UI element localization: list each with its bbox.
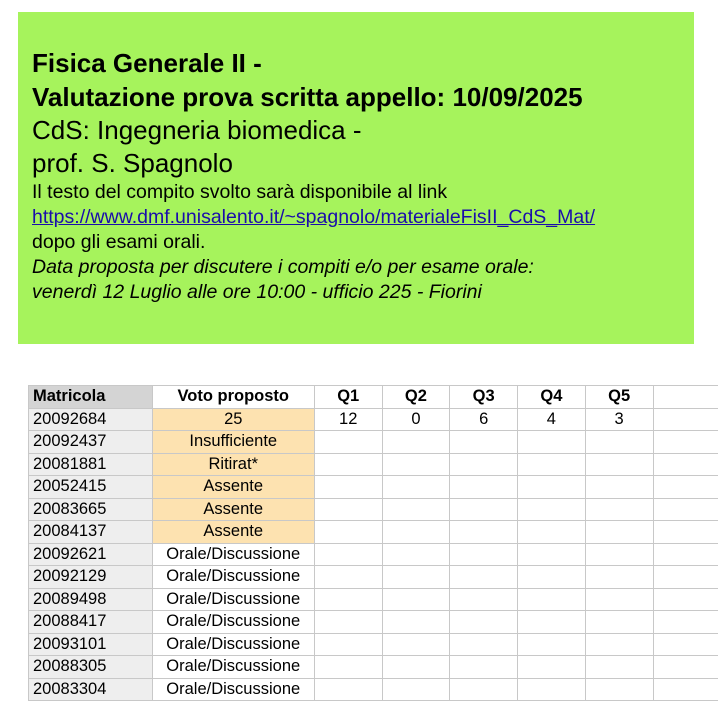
voto-cell[interactable]: Assente [152, 498, 314, 521]
voto-cell[interactable]: Orale/Discussione [152, 566, 314, 589]
grades-table [28, 385, 718, 701]
extra-cell[interactable] [653, 498, 718, 521]
matricola-cell[interactable]: 20083304 [29, 678, 153, 701]
table-row [29, 521, 718, 544]
q2-cell[interactable] [382, 588, 450, 611]
table-body [29, 408, 718, 701]
q2-cell[interactable] [382, 611, 450, 634]
table-row [29, 498, 718, 521]
table-row [29, 543, 718, 566]
extra-cell[interactable] [653, 543, 718, 566]
matricola-cell[interactable]: 20092129 [29, 566, 153, 589]
q4-cell[interactable] [518, 633, 586, 656]
q2-cell[interactable] [382, 633, 450, 656]
matricola-cell[interactable]: 20083665 [29, 498, 153, 521]
q5-cell[interactable] [585, 543, 653, 566]
voto-cell[interactable]: Ritirat* [152, 453, 314, 476]
table-row [29, 408, 718, 431]
column-header-voto[interactable]: Voto proposto [152, 386, 314, 409]
q2-cell[interactable] [382, 453, 450, 476]
q4-cell[interactable] [518, 543, 586, 566]
table-row [29, 453, 718, 476]
q5-cell[interactable] [585, 611, 653, 634]
q5-cell[interactable] [585, 588, 653, 611]
q3-cell[interactable] [450, 611, 518, 634]
extra-cell[interactable] [653, 588, 718, 611]
q2-cell[interactable] [382, 566, 450, 589]
extra-cell[interactable] [653, 633, 718, 656]
q1-cell[interactable] [314, 543, 382, 566]
q1-cell[interactable]: 12 [314, 408, 382, 431]
q4-cell[interactable] [518, 521, 586, 544]
table-row [29, 588, 718, 611]
table-row [29, 566, 718, 589]
q4-cell[interactable]: 4 [518, 408, 586, 431]
voto-cell[interactable]: Orale/Discussione [152, 611, 314, 634]
table-row [29, 476, 718, 499]
q2-cell[interactable] [382, 521, 450, 544]
voto-cell[interactable]: Insufficiente [152, 431, 314, 454]
q5-cell[interactable] [585, 498, 653, 521]
q5-cell[interactable] [585, 431, 653, 454]
q1-cell[interactable] [314, 453, 382, 476]
q2-cell[interactable] [382, 498, 450, 521]
q1-cell[interactable] [314, 656, 382, 679]
q4-cell[interactable] [518, 656, 586, 679]
q1-cell[interactable] [314, 633, 382, 656]
q5-cell[interactable] [585, 566, 653, 589]
q5-cell[interactable] [585, 656, 653, 679]
q3-cell[interactable] [450, 453, 518, 476]
voto-cell[interactable]: Orale/Discussione [152, 678, 314, 701]
column-header-q3[interactable]: Q3 [450, 386, 518, 409]
column-header-extra[interactable] [653, 386, 718, 409]
q5-cell[interactable] [585, 633, 653, 656]
table-row [29, 656, 718, 679]
q1-cell[interactable] [314, 678, 382, 701]
matricola-cell[interactable]: 20092437 [29, 431, 153, 454]
availability-text: Il testo del compito svolto sarà disponibile al link [32, 181, 448, 203]
q1-cell[interactable] [314, 431, 382, 454]
material-link[interactable]: https://www.dmf.unisalento.it/~spagnolo/materialeFisII_CdS_Mat/ [32, 206, 596, 228]
matricola-cell[interactable]: 20052415 [29, 476, 153, 499]
matricola-cell[interactable]: 20092684 [29, 408, 153, 431]
q2-cell[interactable] [382, 543, 450, 566]
q2-cell[interactable] [382, 431, 450, 454]
column-header-q5[interactable]: Q5 [585, 386, 653, 409]
q2-cell[interactable] [382, 678, 450, 701]
matricola-cell[interactable]: 20089498 [29, 588, 153, 611]
table-row [29, 611, 718, 634]
q5-cell[interactable] [585, 476, 653, 499]
table-row [29, 633, 718, 656]
header-box [18, 12, 694, 344]
q5-cell[interactable] [585, 453, 653, 476]
voto-cell[interactable]: Assente [152, 521, 314, 544]
q3-cell[interactable] [450, 656, 518, 679]
column-header-q4[interactable]: Q4 [518, 386, 586, 409]
q3-cell[interactable] [450, 476, 518, 499]
voto-cell[interactable]: Assente [152, 476, 314, 499]
extra-cell[interactable] [653, 453, 718, 476]
matricola-cell[interactable]: 20092621 [29, 543, 153, 566]
voto-cell[interactable]: Orale/Discussione [152, 633, 314, 656]
q3-cell[interactable] [450, 633, 518, 656]
matricola-cell[interactable]: 20084137 [29, 521, 153, 544]
course-title: Fisica Generale II - [32, 48, 262, 78]
q4-cell[interactable] [518, 476, 586, 499]
q1-cell[interactable] [314, 498, 382, 521]
extra-cell[interactable] [653, 566, 718, 589]
voto-cell[interactable]: Orale/Discussione [152, 588, 314, 611]
q4-cell[interactable] [518, 588, 586, 611]
exam-title: Valutazione prova scritta appello: 10/09/2025 [32, 82, 583, 112]
q3-cell[interactable] [450, 588, 518, 611]
extra-cell[interactable] [653, 678, 718, 701]
voto-cell[interactable]: Orale/Discussione [152, 656, 314, 679]
table-row [29, 431, 718, 454]
after-link-text: dopo gli esami orali. [32, 231, 206, 253]
q5-cell[interactable]: 3 [585, 408, 653, 431]
q1-cell[interactable] [314, 521, 382, 544]
q5-cell[interactable] [585, 521, 653, 544]
extra-cell[interactable] [653, 521, 718, 544]
q4-cell[interactable] [518, 498, 586, 521]
extra-cell[interactable] [653, 408, 718, 431]
q3-cell[interactable] [450, 543, 518, 566]
professor-line: prof. S. Spagnolo [32, 148, 233, 178]
cds-line: CdS: Ingegneria biomedica - [32, 115, 362, 145]
proposal-line-2: venerdì 12 Luglio alle ore 10:00 - ufficio 225 - Fiorini [32, 281, 482, 303]
q3-cell[interactable] [450, 521, 518, 544]
table-row [29, 678, 718, 701]
q1-cell[interactable] [314, 476, 382, 499]
q4-cell[interactable] [518, 611, 586, 634]
matricola-cell[interactable]: 20088305 [29, 656, 153, 679]
proposal-line-1: Data proposta per discutere i compiti e/o per esame orale: [32, 256, 534, 278]
q3-cell[interactable] [450, 431, 518, 454]
extra-cell[interactable] [653, 476, 718, 499]
column-header-q1[interactable]: Q1 [314, 386, 382, 409]
column-header-q2[interactable]: Q2 [382, 386, 450, 409]
q4-cell[interactable] [518, 566, 586, 589]
matricola-cell[interactable]: 20093101 [29, 633, 153, 656]
q2-cell[interactable]: 0 [382, 408, 450, 431]
extra-cell[interactable] [653, 431, 718, 454]
matricola-cell[interactable]: 20081881 [29, 453, 153, 476]
q1-cell[interactable] [314, 611, 382, 634]
voto-cell[interactable]: Orale/Discussione [152, 543, 314, 566]
column-header-matricola[interactable]: Matricola [29, 386, 153, 409]
q1-cell[interactable] [314, 566, 382, 589]
q3-cell[interactable] [450, 566, 518, 589]
q1-cell[interactable] [314, 588, 382, 611]
q2-cell[interactable] [382, 656, 450, 679]
q4-cell[interactable] [518, 678, 586, 701]
q5-cell[interactable] [585, 678, 653, 701]
voto-cell[interactable]: 25 [152, 408, 314, 431]
q2-cell[interactable] [382, 476, 450, 499]
matricola-cell[interactable]: 20088417 [29, 611, 153, 634]
q4-cell[interactable] [518, 431, 586, 454]
q3-cell[interactable] [450, 678, 518, 701]
q4-cell[interactable] [518, 453, 586, 476]
table-header-row [29, 386, 718, 409]
q3-cell[interactable] [450, 498, 518, 521]
extra-cell[interactable] [653, 611, 718, 634]
extra-cell[interactable] [653, 656, 718, 679]
q3-cell[interactable]: 6 [450, 408, 518, 431]
